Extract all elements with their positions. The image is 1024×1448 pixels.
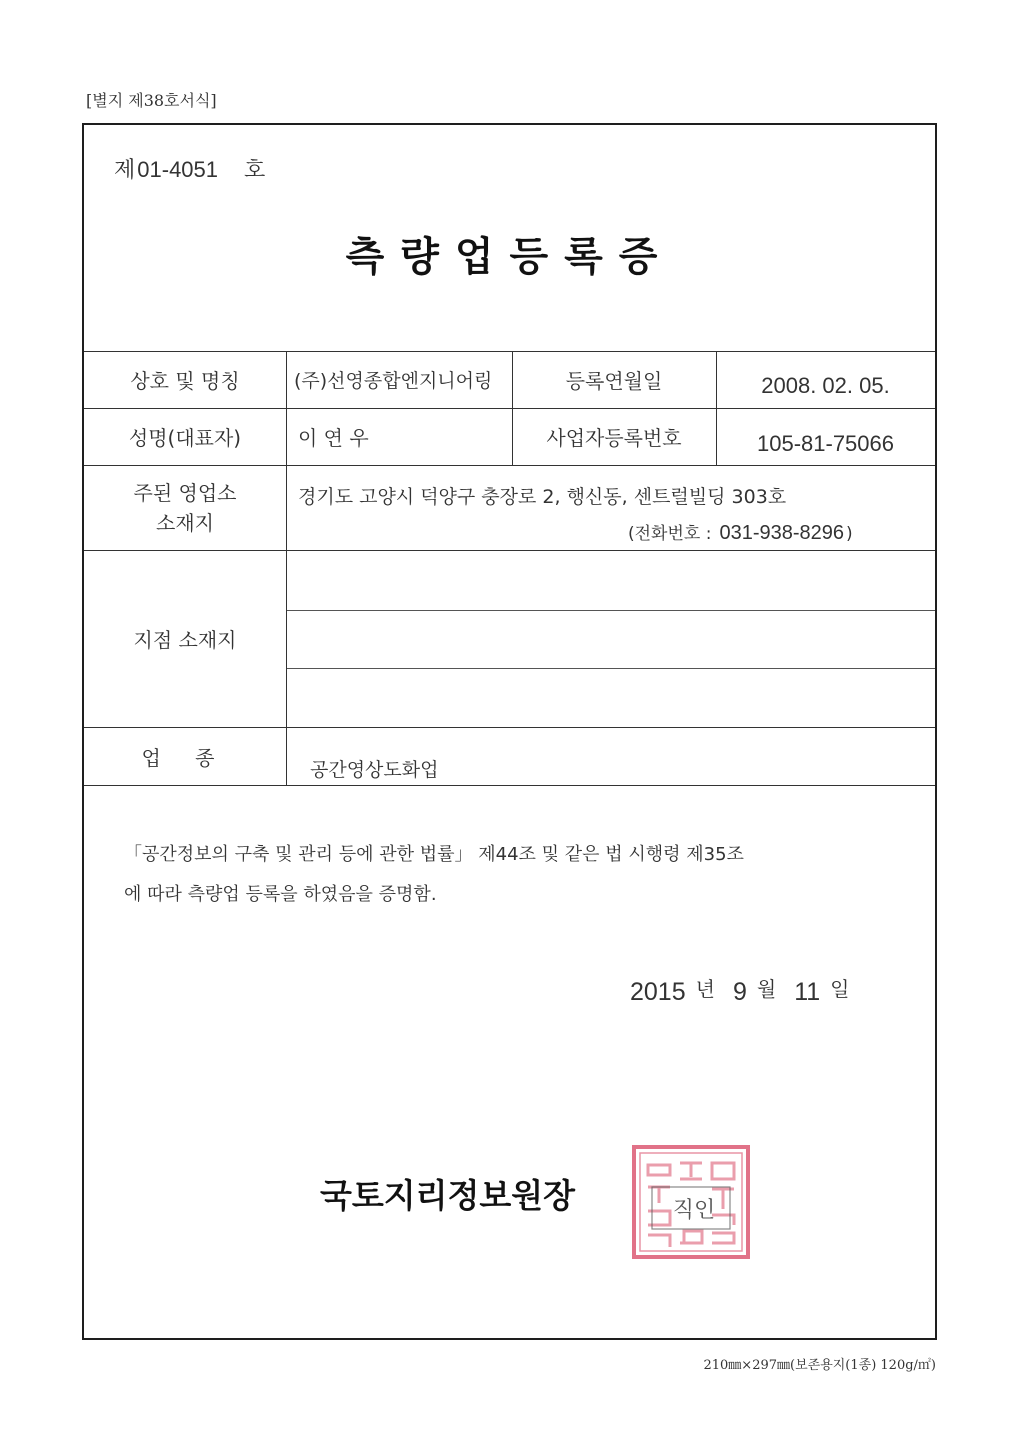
number-suffix: 호 — [244, 157, 266, 182]
phone-open: (전화번호 : — [628, 524, 712, 544]
month-unit: 월 — [756, 977, 777, 1001]
branch-value-2 — [286, 610, 935, 668]
representative-value: 이 연 우 — [298, 426, 369, 450]
certificate-frame — [82, 123, 937, 1340]
table-rule — [84, 785, 935, 786]
phone-close: ) — [846, 524, 853, 544]
issue-day: 11 — [794, 978, 821, 1006]
statement-line-2: 에 따라 측량업 등록을 하였음을 증명함. — [124, 884, 437, 905]
year-unit: 년 — [695, 977, 715, 1001]
company-label: 상호 및 명칭 — [130, 369, 240, 393]
office-label-line2: 소재지 — [156, 510, 214, 535]
issue-year: 2015 — [630, 978, 686, 1006]
issue-date — [630, 977, 867, 1007]
company-value: (주)선영종합엔지니어링 — [294, 370, 493, 392]
branch-value-3 — [286, 668, 935, 727]
paper-spec-note: 210㎜×297㎜(보존용지(1종) 120g/㎡) — [703, 1358, 936, 1373]
form-label: [별지 제38호서식] — [86, 91, 217, 110]
office-address: 경기도 고양시 덕양구 충장로 2, 행신동, 센트럴빌딩 303호 — [298, 486, 787, 508]
biz-number-label: 사업자등록번호 — [546, 426, 682, 450]
business-type-label: 업 종 — [141, 745, 229, 770]
biz-number-value: 105-81-75066 — [756, 430, 894, 456]
phone-number: 031-938-8296 — [719, 522, 845, 544]
certificate-title: 측량업등록증 — [345, 234, 674, 280]
reg-date-label: 등록연월일 — [565, 369, 663, 393]
number-prefix: 제 — [114, 157, 136, 182]
business-type-value: 공간영상도화업 — [310, 758, 439, 781]
representative-label: 성명(대표자) — [128, 426, 242, 450]
official-seal — [628, 1143, 754, 1261]
office-label — [84, 465, 286, 550]
number-value: 01-4051 — [137, 157, 219, 182]
reg-date-value: 2008. 02. 05. — [761, 372, 890, 398]
office-label-line1: 주된 영업소 — [133, 480, 237, 505]
day-unit: 일 — [830, 977, 850, 1001]
issue-month: 9 — [732, 978, 747, 1006]
seal-text: 직인 — [672, 1198, 716, 1223]
office-phone — [628, 519, 853, 545]
branch-label: 지점 소재지 — [133, 628, 237, 652]
issuer-name: 국토지리정보원장 — [320, 1176, 576, 1215]
certificate-number — [114, 153, 265, 184]
certification-statement — [124, 835, 914, 915]
branch-value-1 — [286, 550, 935, 610]
statement-line-1: 「공간정보의 구축 및 관리 등에 관한 법률」 제44조 및 같은 법 시행령 제35조 — [124, 844, 744, 865]
